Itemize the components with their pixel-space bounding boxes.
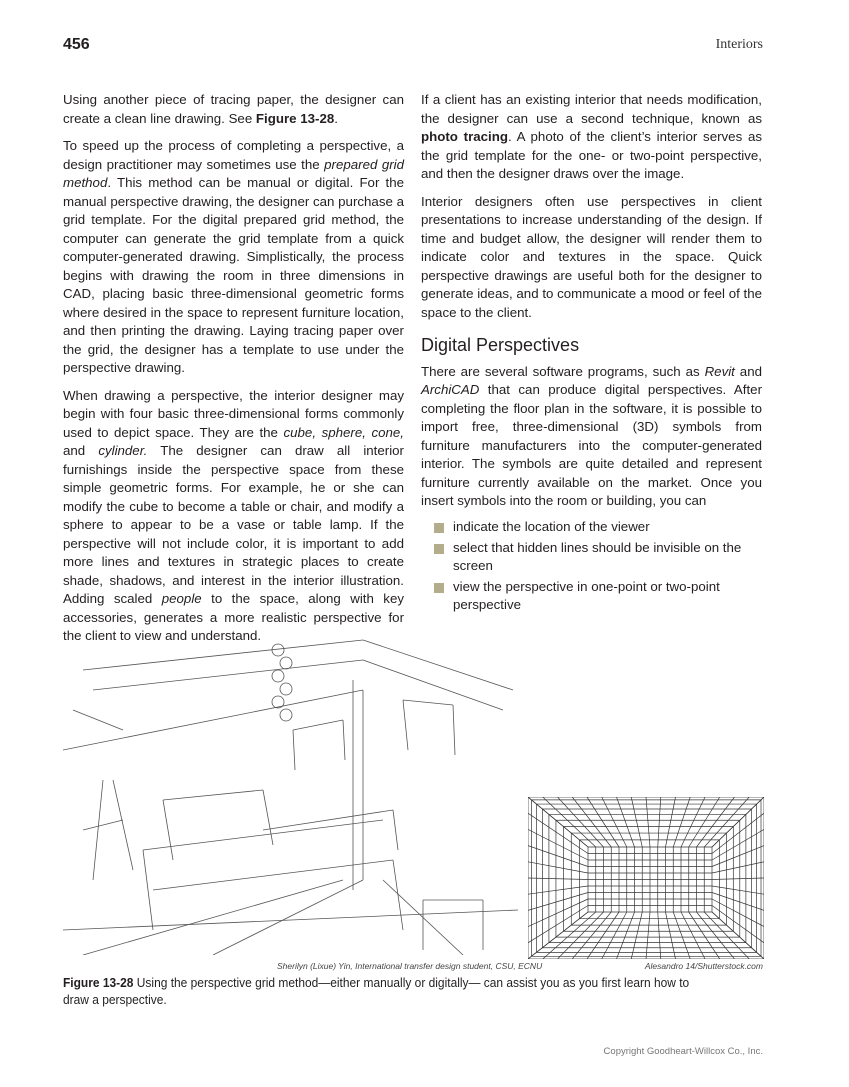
sketch-stroke — [163, 790, 263, 800]
sketch-stroke — [73, 710, 123, 730]
perspective-grid-image — [528, 797, 764, 959]
bold-text: Figure 13-28 — [255, 110, 335, 126]
caption-label: Figure 13-28 — [63, 975, 134, 990]
sketch-stroke — [453, 705, 455, 755]
sketch-stroke — [143, 850, 153, 930]
paragraph — [421, 363, 762, 511]
italic-text: Revit — [704, 363, 735, 379]
text-run: that can produce digital perspectives. After completing the floor plan in the software, it is possible to import free, three-dimensional (3D) symbols from furniture manufacturers into the computer-generated interior. The symbols are quite detailed and represent furniture currently available on the market. Once you insert symbols into the room or building, you can — [421, 382, 762, 508]
bullet-item: indicate the location of the viewer — [421, 518, 762, 536]
paragraph — [63, 137, 404, 378]
sketch-stroke — [113, 780, 133, 870]
sketch-stroke — [263, 790, 273, 845]
text-run: If a client has an existing interior that needs modification, the designer can use a second technique, known as — [421, 92, 762, 126]
page-number: 456 — [63, 36, 90, 53]
figure-caption — [63, 974, 707, 1008]
text-run: . A photo of the client’s interior serves as the grid template for the one- or two-point perspective, and then the designer draws over the image. — [421, 129, 762, 181]
pendant-lamp-sketch — [272, 670, 284, 682]
sketch-stroke — [163, 800, 173, 860]
pendant-lamp-sketch — [280, 657, 292, 669]
sketch-stroke — [153, 860, 393, 890]
sketch-stroke — [83, 820, 123, 830]
pendant-lamp-sketch — [272, 644, 284, 656]
italic-text: prepared grid method — [63, 156, 405, 190]
sketch-stroke — [393, 860, 403, 930]
paragraph — [421, 193, 762, 323]
sketch-stroke — [403, 700, 408, 750]
sketch-stroke — [293, 730, 295, 770]
paragraph — [63, 387, 404, 646]
text-run: and — [734, 363, 762, 379]
sketch-stroke — [393, 810, 398, 850]
sketch-stroke — [403, 700, 453, 705]
credit-left: Sherilyn (Lixue) Yin, International transfer design student, CSU, ECNU — [277, 961, 543, 971]
sketch-stroke — [83, 880, 343, 955]
italic-text: people — [161, 591, 202, 606]
interior-sketch-image — [63, 630, 518, 955]
text-run: . — [334, 110, 338, 126]
text-run: There are several software programs, such as — [421, 363, 705, 379]
text-run: When drawing a perspective, the interior designer may begin with four basic three-dimensional forms commonly used to depict space. They are the — [63, 387, 404, 440]
section-heading: Digital Perspectives — [421, 335, 580, 355]
italic-text: ArchiCAD — [421, 382, 480, 397]
copyright: Copyright Goodheart-Willcox Co., Inc. — [603, 1046, 763, 1057]
text-run: Interior designers often use perspectives in client presentations to increase understanding of the design. If time and budget allow, the designer will render them to indicate color and textures in the space. Quick perspective drawings are useful both for the designer to generate ideas, and to communicate a mood or feel of the space to the client. — [421, 193, 762, 320]
paragraph — [421, 91, 762, 184]
pendant-lamp-sketch — [280, 709, 292, 721]
sketch-stroke — [363, 660, 503, 710]
bullet-item: select that hidden lines should be invisible on the screen — [421, 539, 762, 575]
bullet-list — [421, 518, 762, 614]
paragraph — [63, 91, 404, 128]
sketch-stroke — [293, 720, 343, 730]
text-run: to the space, along with key accessories, generates a more realistic perspective for the client to view and understand. — [63, 591, 404, 643]
italic-text: cylinder. — [98, 443, 148, 458]
credit-right: Alesandro 14/Shutterstock.com — [644, 961, 763, 971]
bold-text: photo tracing — [421, 129, 508, 144]
text-run: The designer can draw all interior furnishings inside the perspective space from these simple geometric forms. For example, he or she can modify the cube to become a table or chair, and modify a sphere to appear to be a vase or table lamp. If the perspective will not include color, it is important to add more lines and textures in strategic places to create shade, shadows, and interest in the interior illustration. Adding scaled — [63, 443, 404, 606]
left-column — [63, 91, 404, 655]
pendant-lamp-sketch — [272, 696, 284, 708]
right-column — [421, 91, 762, 617]
pendant-lamp-sketch — [280, 683, 292, 695]
text-run: To speed up the process of completing a perspective, a design practitioner may sometimes use the — [63, 138, 404, 172]
running-head: Interiors — [715, 37, 763, 52]
text-run: Using another piece of tracing paper, the designer can create a clean line drawing. See — [63, 92, 404, 126]
sketch-stroke — [83, 640, 363, 670]
bullet-item: view the perspective in one-point or two-point perspective — [421, 578, 762, 614]
sketch-stroke — [93, 780, 103, 880]
sketch-stroke — [63, 690, 363, 750]
text-run: . This method can be manual or digital. For the manual perspective drawing, the designer can purchase a grid template. For the digital prepared grid method, the computer can generate the grid template from a quick computer-generated drawing. Simplistically, the process begins with drawing the room in three dimensions in CAD, placing basic three-dimensional geometric forms where desired in the space to represent furniture location, and then printing the drawing. Laying tracing paper over the grid, the designer has a template to use under the perspective drawing. — [63, 175, 404, 375]
italic-text: cube, sphere, cone, — [283, 424, 404, 440]
caption-text: Using the perspective grid method—either manually or digitally— can assist you as you first learn how to draw a perspective. — [63, 975, 690, 1007]
sketch-stroke — [143, 820, 383, 850]
sketch-stroke — [343, 720, 345, 760]
sketch-stroke — [63, 910, 518, 930]
sketch-stroke — [363, 640, 513, 690]
text-run: and — [63, 443, 99, 458]
